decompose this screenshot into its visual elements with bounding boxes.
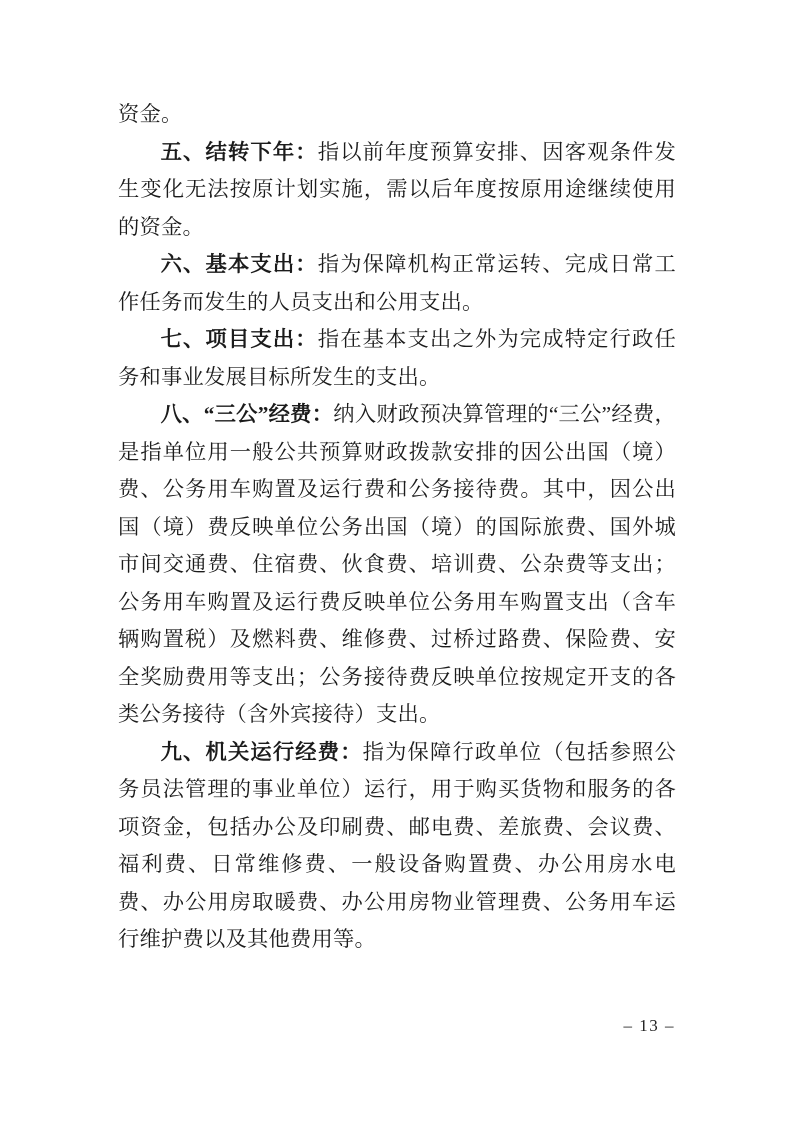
paragraph-heading: 七、项目支出： <box>160 327 318 351</box>
paragraph-item-9 <box>118 734 676 959</box>
document-body <box>118 96 676 959</box>
paragraph-item-5 <box>118 134 676 247</box>
paragraph-text: 指为保障机构正常运转、完成日常工作任务而发生的人员支出和公用支出。 <box>118 252 676 314</box>
paragraph-heading: 八、“三公”经费： <box>160 402 334 426</box>
paragraph-item-8 <box>118 396 676 734</box>
page-number: – 13 – <box>623 1016 675 1035</box>
paragraph-item-6 <box>118 246 676 321</box>
paragraph-text: 指为保障行政单位（包括参照公务员法管理的事业单位）运行，用于购买货物和服务的各项资金，包括办公及印刷费、邮电费、差旅费、会议费、福利费、日常维修费、一般设备购置费、办公用房水电费、办公用房取暖费、办公用房物业管理费、公务用车运行维护费以及其他费用等。 <box>118 739 676 951</box>
paragraph-continuation: 资金。 <box>118 102 183 126</box>
paragraph-text: 指以前年度预算安排、因客观条件发生变化无法按原计划实施，需以后年度按原用途继续使用的资金。 <box>118 139 676 239</box>
paragraph-heading: 五、结转下年： <box>160 139 318 164</box>
paragraph-text: 指在基本支出之外为完成特定行政任务和事业发展目标所发生的支出。 <box>118 327 676 389</box>
paragraph-item-7 <box>118 321 676 396</box>
paragraph-heading: 六、基本支出： <box>160 252 318 276</box>
paragraph-heading: 九、机关运行经费： <box>160 739 363 764</box>
paragraph-text: 纳入财政预决算管理的“三公”经费，是指单位用一般公共预算财政拨款安排的因公出国（境）费、公务用车购置及运行费和公务接待费。其中，因公出国（境）费反映单位公务出国（境）的国际旅费、国外城市间交通费、住宿费、伙食费、培训费、公杂费等支出；公务用车购置及运行费反映单位公务用车购置支出（含车辆购置税）及燃料费、维修费、过桥过路费、保险费、安全奖励费用等支出；公务接待费反映单位按规定开支的各类公务接待（含外宾接待）支出。 <box>118 402 676 726</box>
